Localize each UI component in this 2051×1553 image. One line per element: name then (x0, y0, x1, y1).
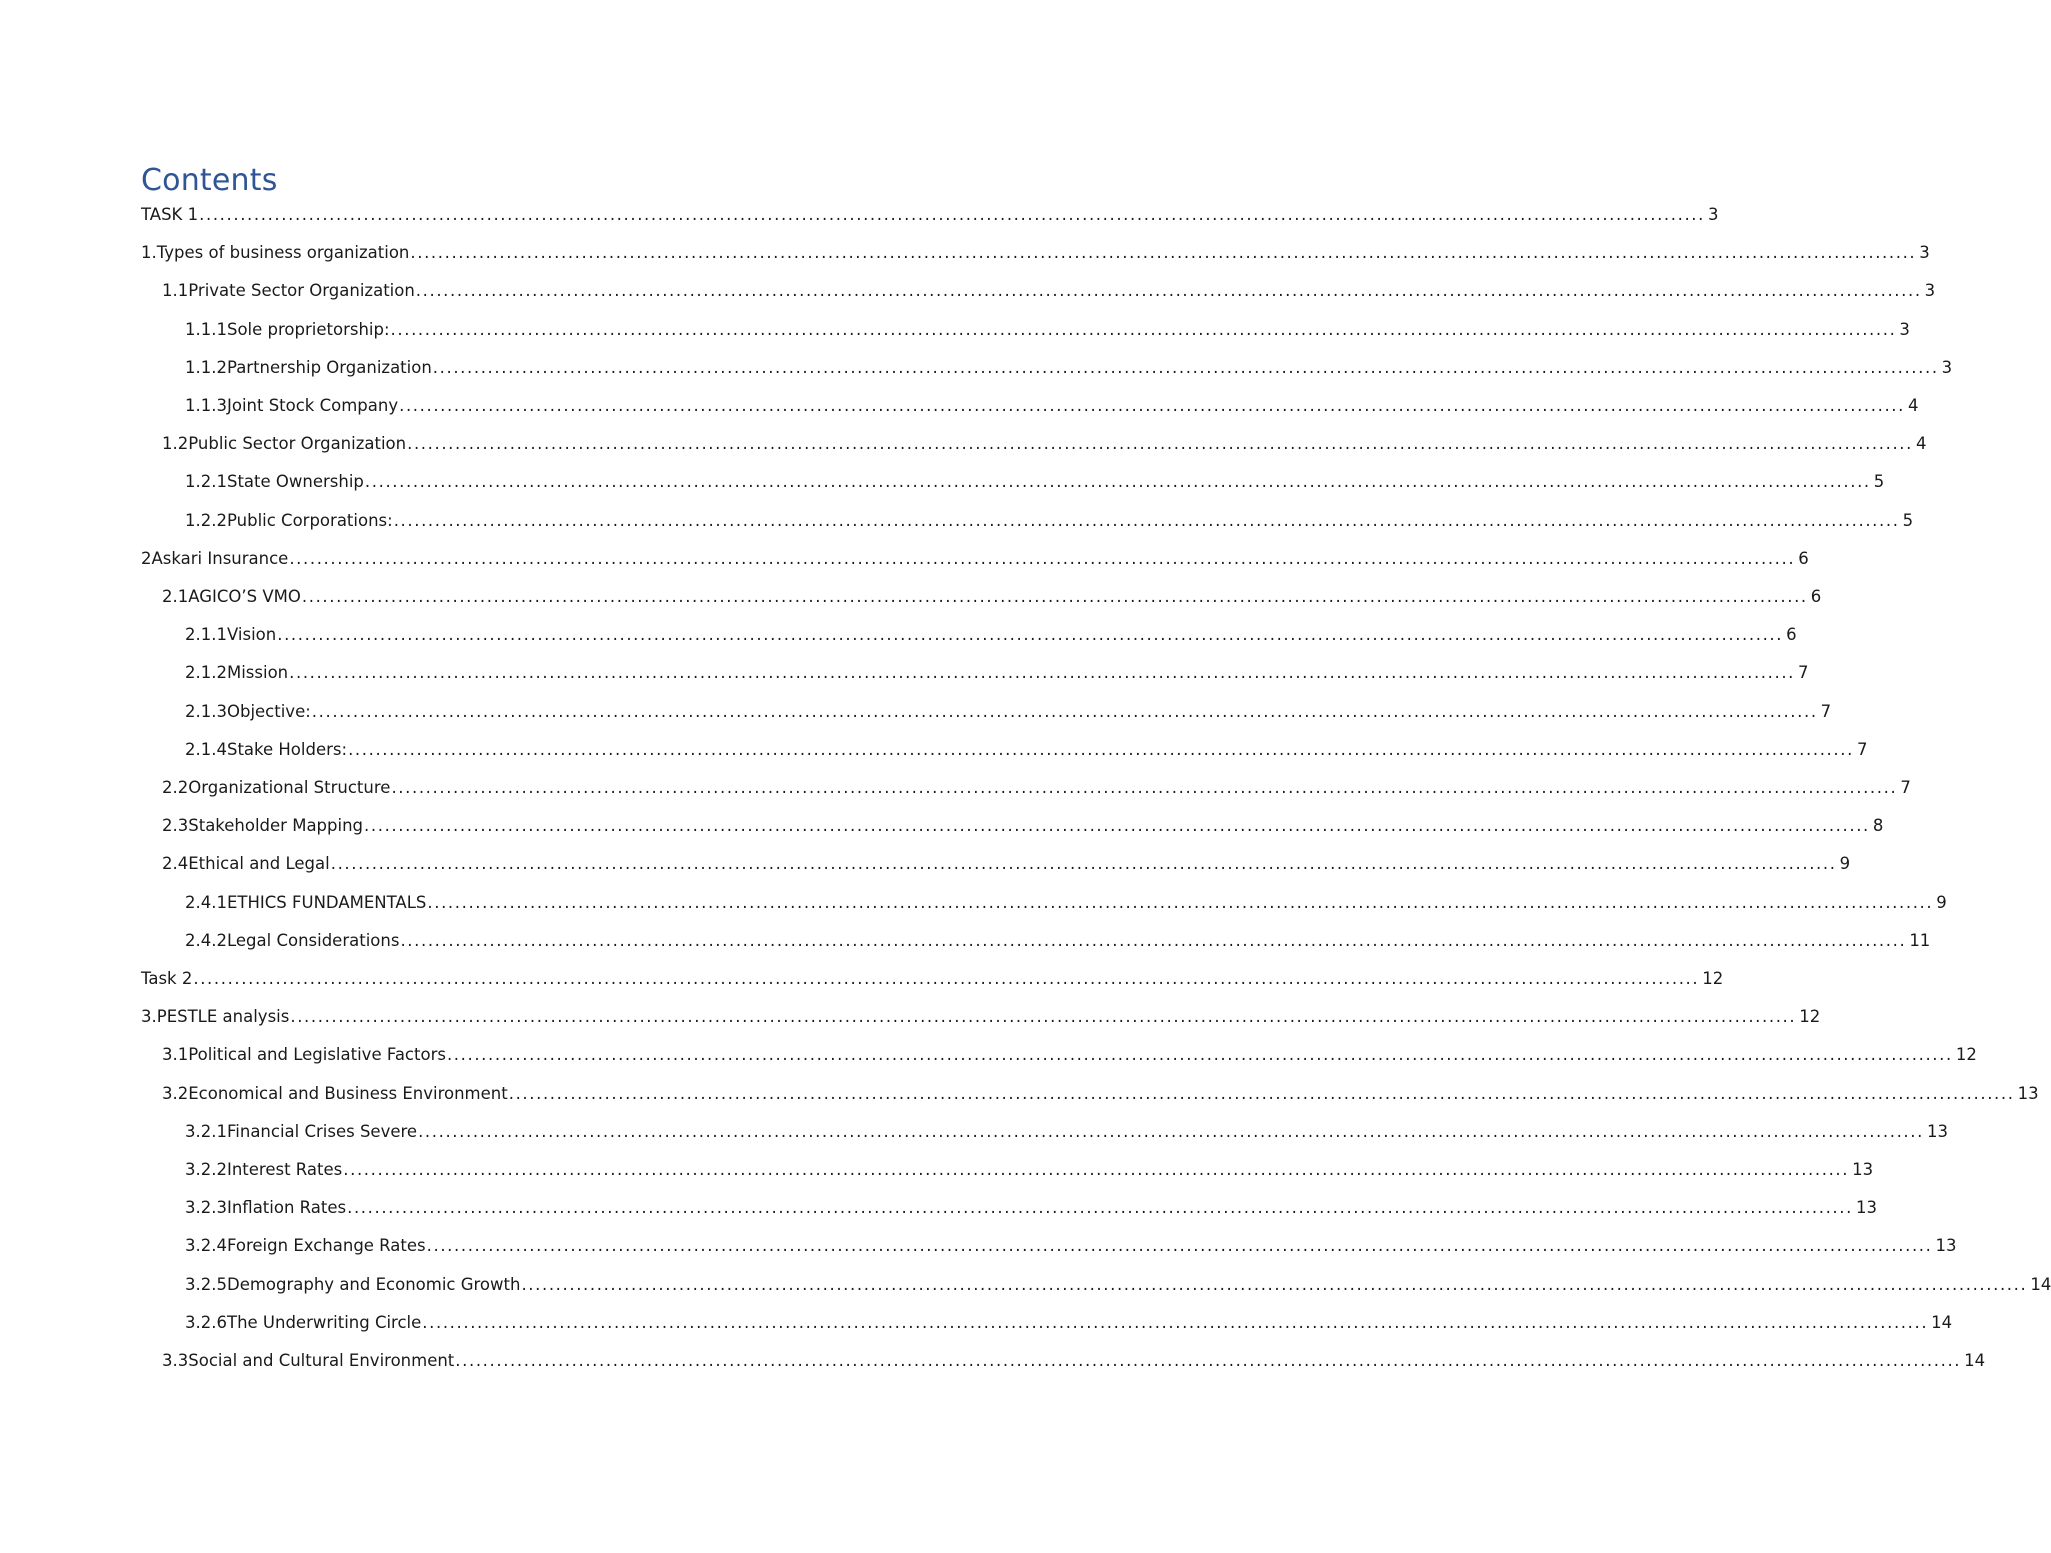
toc-entry-text: AGICO’S VMO (188, 587, 301, 606)
toc-dot-leader: ............................................................................................................................................................................................................................ (399, 396, 1905, 415)
toc-entry-page-number: 3 (1941, 357, 1953, 377)
toc-entry-text: Joint Stock Company (226, 396, 399, 415)
toc-entry-page-number: 6 (1810, 587, 1822, 606)
toc-entry-number: 2.1 (162, 587, 189, 606)
toc-entry-page-number: 7 (1820, 701, 1832, 721)
toc-dot-leader: ............................................................................................................................................................................................................................ (418, 1121, 1924, 1141)
toc-entry-text: State Ownership (226, 472, 364, 492)
toc-entry[interactable] (141, 1001, 1821, 1027)
toc-entry[interactable] (185, 734, 1868, 760)
toc-dot-leader: ............................................................................................................................................................................................................................ (415, 281, 1922, 301)
toc-entry-text: Financial Crises Severe (226, 1121, 418, 1141)
toc-entry-page-number: 6 (1798, 548, 1809, 568)
toc-dot-leader: ............................................................................................................................................................................................................................ (455, 1351, 1962, 1370)
toc-entry-text: Mission (226, 663, 289, 683)
toc-entry[interactable] (162, 581, 1822, 607)
toc-entry[interactable] (185, 619, 1797, 645)
toc-dot-leader: ............................................................................................................................................................................................................................ (521, 1274, 2028, 1294)
toc-entry[interactable] (162, 1345, 1986, 1371)
toc-entry-text: Demography and Economic Growth (226, 1274, 521, 1294)
toc-entry[interactable] (185, 1192, 1877, 1218)
toc-entry-page-number: 7 (1798, 663, 1809, 683)
toc-entry-text: Social and Cultural Environment (188, 1351, 455, 1370)
toc-dot-leader: ............................................................................................................................................................................................................................ (407, 434, 1913, 454)
toc-entry-number: 2.1.4 (185, 739, 227, 759)
toc-entry[interactable] (162, 810, 1884, 836)
toc-entry-page-number: 13 (1935, 1236, 1957, 1256)
toc-entry-page-number: 7 (1856, 739, 1868, 759)
toc-entry-page-number: 6 (1786, 625, 1797, 645)
toc-dot-leader: ............................................................................................................................................................................................................................ (290, 1007, 1797, 1027)
toc-dot-leader: ............................................................................................................................................................................................................................ (301, 587, 1808, 606)
toc-dot-leader: ............................................................................................................................................................................................................................ (199, 205, 1705, 224)
toc-entry[interactable] (185, 352, 1953, 378)
toc-entry-page-number: 5 (1873, 472, 1885, 492)
toc-entry[interactable] (141, 543, 1809, 569)
toc-entry-text: Objective: (226, 701, 311, 721)
toc-dot-leader: ............................................................................................................................................................................................................................ (364, 816, 1870, 836)
toc-entry-page-number: 4 (1915, 434, 1927, 454)
toc-entry-text: Stakeholder Mapping (188, 816, 364, 836)
toc-title: Contents (141, 163, 278, 198)
toc-entry-page-number: 8 (1872, 816, 1884, 836)
toc-entry-number: 2.1.2 (185, 663, 227, 683)
toc-entry-text: Private Sector Organization (188, 281, 415, 301)
toc-entry-number: 1.2.1 (185, 472, 227, 492)
toc-entry-number: 2.3 (162, 816, 189, 836)
toc-entry-number: 3.2.3 (185, 1198, 227, 1218)
toc-entry-text: Task 2 (141, 969, 193, 988)
toc-dot-leader: ............................................................................................................................................................................................................................ (289, 548, 1796, 568)
toc-entry-text: Organizational Structure (188, 778, 391, 797)
toc-entry-page-number: 3 (1899, 319, 1910, 339)
toc-dot-leader: ............................................................................................................................................................................................................................ (508, 1083, 2015, 1103)
toc-entry-number: 3.2 (162, 1083, 189, 1103)
toc-entry[interactable] (162, 275, 1936, 301)
toc-dot-leader: ............................................................................................................................................................................................................................ (348, 739, 1854, 759)
toc-entry-number: 1.2 (162, 434, 189, 454)
toc-entry-number: 3.2.5 (185, 1274, 227, 1294)
toc-entry-text: Foreign Exchange Rates (226, 1236, 426, 1256)
toc-entry-text: Types of business organization (156, 243, 410, 263)
toc-dot-leader: ............................................................................................................................................................................................................................ (426, 1236, 1933, 1256)
toc-entry[interactable] (141, 237, 1930, 263)
toc-entry-text: Ethical and Legal (188, 854, 330, 874)
toc-entry[interactable] (185, 505, 1914, 531)
toc-entry[interactable] (185, 1269, 2051, 1295)
toc-entry-page-number: 14 (1931, 1312, 1953, 1332)
toc-entry-number: 2.4 (162, 854, 189, 874)
toc-entry-number: 3.1 (162, 1045, 189, 1065)
toc-entry-page-number: 3 (1919, 243, 1930, 263)
toc-dot-leader: ............................................................................................................................................................................................................................ (289, 663, 1796, 683)
toc-entry[interactable] (141, 963, 1724, 989)
toc-entry-page-number: 13 (1926, 1121, 1948, 1141)
toc-entry-number: 3.2.6 (185, 1312, 227, 1332)
toc-dot-leader: ............................................................................................................................................................................................................................ (343, 1160, 1850, 1179)
toc-entry-number: 2.4.1 (185, 892, 227, 912)
toc-entry-text: Public Sector Organization (188, 434, 407, 454)
toc-entry[interactable] (141, 199, 1719, 225)
toc-entry-number: 3.2.4 (185, 1236, 227, 1256)
toc-entry-page-number: 13 (1855, 1198, 1877, 1218)
toc-entry-page-number: 5 (1902, 510, 1914, 530)
toc-entry[interactable] (162, 1078, 2039, 1104)
toc-entry[interactable] (185, 1116, 1948, 1142)
toc-entry-page-number: 3 (1924, 281, 1936, 301)
toc-dot-leader: ............................................................................................................................................................................................................................ (390, 319, 1897, 339)
toc-entry-text: Legal Considerations (226, 930, 400, 950)
toc-dot-leader: ............................................................................................................................................................................................................................ (432, 357, 1939, 377)
toc-entry-number: 1. (141, 243, 157, 263)
toc-dot-leader: ............................................................................................................................................................................................................................ (364, 472, 1871, 492)
toc-dot-leader: ............................................................................................................................................................................................................................ (347, 1198, 1853, 1218)
toc-entry-number: 2.2 (162, 778, 189, 797)
toc-entry-text: ETHICS FUNDAMENTALS (226, 892, 427, 912)
toc-entry[interactable] (185, 696, 1832, 722)
toc-entry-page-number: 7 (1900, 778, 1911, 797)
toc-entry-number: 2.1.1 (185, 625, 227, 645)
toc-entry-number: 3.2.1 (185, 1121, 227, 1141)
toc-entry-number: 3.3 (162, 1351, 189, 1370)
toc-entry-text: Askari Insurance (151, 548, 289, 568)
toc-entry[interactable] (185, 314, 1910, 340)
toc-entry-text: Stake Holders: (226, 739, 348, 759)
toc-entry-number: 2 (141, 548, 152, 568)
toc-entry-number: 3. (141, 1007, 157, 1027)
toc-entry-page-number: 9 (1839, 854, 1851, 874)
toc-entry-text: Economical and Business Environment (188, 1083, 508, 1103)
toc-dot-leader: ............................................................................................................................................................................................................................ (410, 243, 1917, 263)
toc-entry-page-number: 14 (2030, 1274, 2051, 1294)
toc-dot-leader: ............................................................................................................................................................................................................................ (446, 1045, 1953, 1065)
toc-dot-leader: ............................................................................................................................................................................................................................ (277, 625, 1784, 645)
toc-entry[interactable] (185, 925, 1931, 951)
toc-entry-text: Vision (226, 625, 277, 645)
toc-entry-text: PESTLE analysis (156, 1007, 290, 1027)
toc-entry-text: Political and Legislative Factors (188, 1045, 446, 1065)
toc-dot-leader: ............................................................................................................................................................................................................................ (400, 930, 1907, 950)
toc-entry-text: Interest Rates (226, 1160, 343, 1179)
toc-entry-number: 1.1.1 (185, 319, 227, 339)
toc-dot-leader: ............................................................................................................................................................................................................................ (330, 854, 1837, 874)
toc-entry-number: 1.1 (162, 281, 189, 301)
toc-entry-text: TASK 1 (141, 205, 199, 224)
toc-entry[interactable] (185, 1230, 1957, 1256)
toc-entry-page-number: 13 (2017, 1083, 2039, 1103)
toc-entry[interactable] (162, 848, 1851, 874)
toc-entry-number: 1.1.2 (185, 357, 227, 377)
toc-entry-page-number: 12 (1955, 1045, 1977, 1065)
toc-entry[interactable] (185, 390, 1919, 416)
toc-entry-page-number: 13 (1852, 1160, 1874, 1179)
toc-dot-leader: ............................................................................................................................................................................................................................ (393, 510, 1900, 530)
toc-entry-text: Sole proprietorship: (226, 319, 390, 339)
toc-entry-page-number: 4 (1907, 396, 1919, 415)
toc-entry-page-number: 12 (1799, 1007, 1821, 1027)
toc-entry[interactable] (185, 1154, 1874, 1180)
toc-entry-page-number: 12 (1702, 969, 1724, 988)
toc-entry[interactable] (162, 772, 1911, 798)
toc-entry[interactable] (185, 466, 1885, 492)
toc-entry[interactable] (185, 657, 1809, 683)
toc-entry-number: 1.1.3 (185, 396, 227, 415)
toc-entry-page-number: 11 (1909, 930, 1931, 950)
toc-entry-text: Public Corporations: (226, 510, 393, 530)
toc-dot-leader: ............................................................................................................................................................................................................................ (193, 969, 1700, 988)
toc-entry-number: 1.2.2 (185, 510, 227, 530)
toc-entry[interactable] (185, 1307, 1953, 1333)
toc-dot-leader: ............................................................................................................................................................................................................................ (391, 778, 1898, 797)
toc-entry-number: 2.1.3 (185, 701, 227, 721)
toc-dot-leader: ............................................................................................................................................................................................................................ (422, 1312, 1929, 1332)
toc-dot-leader: ............................................................................................................................................................................................................................ (427, 892, 1934, 912)
toc-entry-number: 2.4.2 (185, 930, 227, 950)
toc-entry-page-number: 9 (1936, 892, 1947, 912)
toc-entry-page-number: 14 (1964, 1351, 1986, 1370)
toc-entry-text: Inflation Rates (226, 1198, 347, 1218)
toc-entry[interactable] (185, 887, 1947, 913)
toc-entry-page-number: 3 (1708, 205, 1719, 224)
toc-entry-number: 3.2.2 (185, 1160, 227, 1179)
toc-entry-text: The Underwriting Circle (226, 1312, 422, 1332)
toc-entry-text: Partnership Organization (226, 357, 432, 377)
toc-dot-leader: ............................................................................................................................................................................................................................ (311, 701, 1818, 721)
toc-entry[interactable] (162, 428, 1927, 454)
toc-entry[interactable] (162, 1039, 1977, 1065)
